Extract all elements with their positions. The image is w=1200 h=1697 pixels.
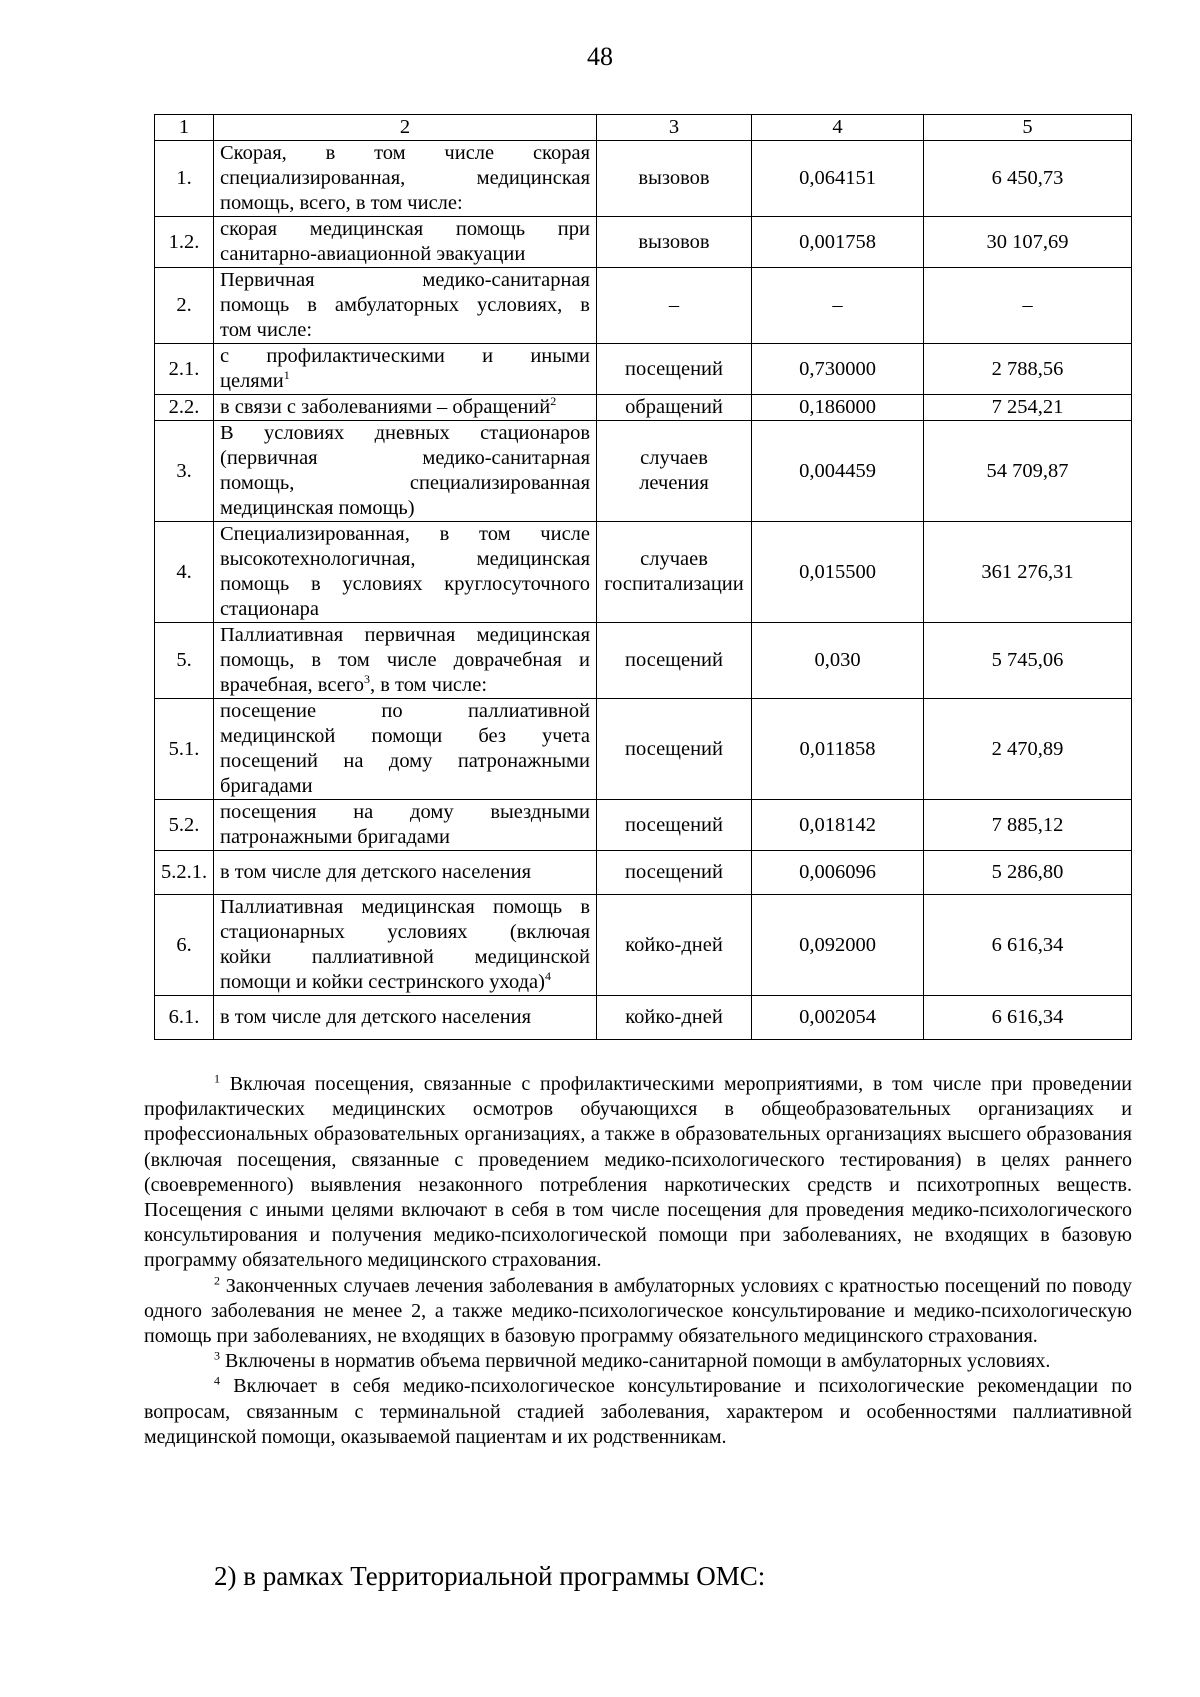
footnote	[144, 1072, 1132, 1274]
description-text: специализированная, медицинская	[220, 167, 590, 189]
description-text: посещения на дому выездными	[220, 801, 590, 823]
description-line	[220, 699, 590, 724]
description-text: Первичная медико-санитарная	[220, 269, 590, 291]
description-line	[220, 774, 590, 799]
table-row	[155, 623, 1132, 699]
description-line	[220, 895, 590, 920]
row-cost: 5 286,80	[924, 851, 1132, 895]
description-text: стационара	[220, 598, 320, 620]
footnote	[144, 1274, 1132, 1350]
unit-line: госпитализации	[604, 573, 744, 595]
table-row	[155, 421, 1132, 522]
description-line	[220, 597, 590, 622]
description-line	[220, 547, 590, 572]
column-header: 2	[214, 115, 597, 141]
description-line	[220, 242, 590, 267]
row-unit: посещений	[597, 800, 752, 851]
description-line	[220, 1005, 590, 1030]
description-line	[220, 141, 590, 166]
row-norm: 0,030	[752, 623, 924, 699]
description-text: посещение по паллиативной	[220, 700, 590, 722]
row-description	[214, 421, 597, 522]
row-unit: посещений	[597, 344, 752, 395]
row-description	[214, 217, 597, 268]
footnote-ref: 2	[550, 394, 557, 409]
table-row	[155, 395, 1132, 421]
table-row	[155, 996, 1132, 1040]
description-line	[220, 572, 590, 597]
row-norm: 0,092000	[752, 895, 924, 996]
description-text: целями	[220, 370, 284, 392]
row-cost: 7 254,21	[924, 395, 1132, 421]
footnote	[144, 1374, 1132, 1450]
row-description	[214, 800, 597, 851]
row-unit: посещений	[597, 623, 752, 699]
description-line	[220, 293, 590, 318]
description-text: помощь, всего, в том числе:	[220, 192, 463, 214]
table-row	[155, 344, 1132, 395]
row-number: 6.1.	[155, 996, 214, 1040]
footnote	[144, 1349, 1132, 1374]
description-text: помощь в амбулаторных условиях, в	[220, 294, 590, 316]
description-line	[220, 749, 590, 774]
row-description	[214, 623, 597, 699]
footnote-ref: 1	[283, 368, 290, 383]
description-text: патронажными бригадами	[220, 826, 450, 848]
description-line	[220, 191, 590, 216]
row-cost: 7 885,12	[924, 800, 1132, 851]
description-line	[220, 673, 590, 698]
row-unit: койко-дней	[597, 895, 752, 996]
description-text: помощь, в том числе доврачебная и	[220, 649, 590, 671]
description-line	[220, 166, 590, 191]
description-line	[220, 369, 590, 394]
unit-line: случаев	[640, 548, 708, 570]
column-header: 4	[752, 115, 924, 141]
row-number: 1.	[155, 141, 214, 217]
description-text: В условиях дневных стационаров	[220, 422, 590, 444]
row-norm: 0,006096	[752, 851, 924, 895]
row-unit: вызовов	[597, 141, 752, 217]
row-cost: 5 745,06	[924, 623, 1132, 699]
row-description	[214, 141, 597, 217]
description-line	[220, 860, 590, 885]
row-unit: посещений	[597, 851, 752, 895]
row-description	[214, 344, 597, 395]
table-row	[155, 268, 1132, 344]
row-unit: посещений	[597, 699, 752, 800]
row-number: 3.	[155, 421, 214, 522]
row-number: 6.	[155, 895, 214, 996]
row-number: 4.	[155, 522, 214, 623]
description-line	[220, 421, 590, 446]
row-unit	[597, 421, 752, 522]
row-description	[214, 996, 597, 1040]
volume-norms-table	[154, 114, 1132, 1040]
row-description	[214, 851, 597, 895]
description-text: в том числе для детского населения	[220, 1006, 531, 1028]
description-text: бригадами	[220, 775, 313, 797]
row-cost: 6 616,34	[924, 996, 1132, 1040]
row-norm: 0,001758	[752, 217, 924, 268]
column-header: 3	[597, 115, 752, 141]
footnote-mark: 2	[214, 1272, 220, 1287]
description-text: в том числе для детского населения	[220, 861, 531, 883]
row-cost: 30 107,69	[924, 217, 1132, 268]
description-line	[220, 648, 590, 673]
table-row	[155, 851, 1132, 895]
description-line	[220, 724, 590, 749]
column-header: 1	[155, 115, 214, 141]
row-unit: обращений	[597, 395, 752, 421]
row-description	[214, 699, 597, 800]
row-number: 5.	[155, 623, 214, 699]
row-norm: 0,186000	[752, 395, 924, 421]
description-text: помощь в условиях круглосуточного	[220, 573, 590, 595]
row-number: 5.2.	[155, 800, 214, 851]
description-text: Паллиативная первичная медицинская	[220, 624, 590, 646]
footnote-ref: 4	[544, 969, 551, 984]
footnote-mark: 4	[214, 1373, 220, 1388]
description-line	[220, 318, 590, 343]
footnote-text: Законченных случаев лечения заболевания в амбулаторных условиях с кратностью посещений по поводу одного заболевания не менее 2, а также медико-психологическое консультирование и медико-психологическую помощь при заболеваниях, не входящих в базовую программу обязательного медицинского страхования.	[144, 1274, 1133, 1348]
row-norm: 0,015500	[752, 522, 924, 623]
description-text: помощи и койки сестринского ухода)	[220, 971, 545, 993]
row-norm: 0,018142	[752, 800, 924, 851]
row-number: 5.2.1.	[155, 851, 214, 895]
row-norm: 0,064151	[752, 141, 924, 217]
row-description	[214, 395, 597, 421]
description-text: в связи с заболеваниями – обращений	[220, 396, 551, 418]
row-description	[214, 268, 597, 344]
row-description	[214, 895, 597, 996]
page-number: 48	[587, 42, 613, 71]
description-line	[220, 344, 590, 369]
footnote-mark: 1	[214, 1071, 220, 1086]
description-line	[220, 825, 590, 850]
footnotes	[144, 1072, 1132, 1450]
row-number: 5.1.	[155, 699, 214, 800]
description-text: стационарных условиях (включая	[220, 921, 590, 943]
description-line	[220, 217, 590, 242]
description-line	[220, 446, 590, 471]
row-cost: –	[924, 268, 1132, 344]
table-row	[155, 217, 1132, 268]
row-norm: 0,002054	[752, 996, 924, 1040]
description-text: скорая медицинская помощь при	[220, 218, 590, 240]
description-line	[220, 945, 590, 970]
description-text: том числе:	[220, 319, 313, 341]
row-unit: вызовов	[597, 217, 752, 268]
table-row	[155, 699, 1132, 800]
row-cost: 6 450,73	[924, 141, 1132, 217]
row-unit: –	[597, 268, 752, 344]
row-cost: 361 276,31	[924, 522, 1132, 623]
row-unit	[597, 522, 752, 623]
footnote-mark: 3	[214, 1348, 220, 1363]
description-text: высокотехнологичная, медицинская	[220, 548, 590, 570]
row-norm: 0,730000	[752, 344, 924, 395]
description-text: посещений на дому патронажными	[220, 750, 590, 772]
section-heading: 2) в рамках Территориальной программы ОМС:	[214, 1561, 766, 1591]
row-cost: 2 470,89	[924, 699, 1132, 800]
footnote-text: Включены в норматив объема первичной медико-санитарной помощи в амбулаторных условиях.	[225, 1350, 1051, 1373]
unit-line: случаев	[640, 447, 708, 469]
table-row	[155, 895, 1132, 996]
description-line	[220, 496, 590, 521]
row-cost: 2 788,56	[924, 344, 1132, 395]
row-cost: 6 616,34	[924, 895, 1132, 996]
row-description	[214, 522, 597, 623]
row-number: 2.1.	[155, 344, 214, 395]
description-line	[220, 920, 590, 945]
description-text: койки паллиативной медицинской	[220, 946, 590, 968]
row-norm: 0,004459	[752, 421, 924, 522]
description-line	[220, 522, 590, 547]
description-line	[220, 623, 590, 648]
description-line	[220, 268, 590, 293]
table-row	[155, 522, 1132, 623]
row-number: 2.	[155, 268, 214, 344]
footnote-text: Включая посещения, связанные с профилактическими мероприятиями, в том числе при проведении профилактических медицинских осмотров обучающихся в общеобразовательных организациях и профессиональных образовательных организациях, а также в образовательных организациях высшего образования (включая посещения, связанные с проведением медико-психологического тестирования) в целях раннего (своевременного) выявления незаконного потребления наркотических средств и психотропных веществ. Посещения с иными целями включают в себя в том числе посещения для проведения медико-психологического консультирования и получения медико-психологической помощи при заболеваниях, не входящих в базовую программу обязательного медицинского страхования.	[144, 1073, 1132, 1272]
row-cost: 54 709,87	[924, 421, 1132, 522]
table-row	[155, 141, 1132, 217]
row-number: 1.2.	[155, 217, 214, 268]
description-text: медицинская помощь)	[220, 497, 415, 519]
description-line	[220, 800, 590, 825]
description-line	[220, 395, 590, 420]
description-text: врачебная, всего	[220, 674, 364, 696]
footnote-text: Включает в себя медико-психологическое консультирование и психологические рекомендации по вопросам, связанным с терминальной стадией заболевания, характером и особенностями паллиативной медицинской помощи, оказываемой пациентам и их родственникам.	[144, 1375, 1132, 1448]
description-text: медицинской помощи без учета	[220, 725, 590, 747]
footnote-ref: 3	[363, 672, 370, 687]
row-norm: –	[752, 268, 924, 344]
description-text: помощь, специализированная	[220, 472, 590, 494]
column-header: 5	[924, 115, 1132, 141]
description-line	[220, 970, 590, 995]
description-text: Скорая, в том числе скорая	[220, 142, 590, 164]
description-line	[220, 471, 590, 496]
description-text: санитарно-авиационной эвакуации	[220, 243, 526, 265]
description-text: (первичная медико-санитарная	[220, 447, 590, 469]
description-text: , в том числе:	[369, 674, 488, 696]
row-unit: койко-дней	[597, 996, 752, 1040]
row-number: 2.2.	[155, 395, 214, 421]
row-norm: 0,011858	[752, 699, 924, 800]
table-row	[155, 800, 1132, 851]
table-header-row	[155, 115, 1132, 141]
unit-line: лечения	[639, 472, 709, 494]
description-text: Специализированная, в том числе	[220, 523, 590, 545]
description-text: Паллиативная медицинская помощь в	[220, 896, 590, 918]
description-text: с профилактическими и иными	[220, 345, 590, 367]
